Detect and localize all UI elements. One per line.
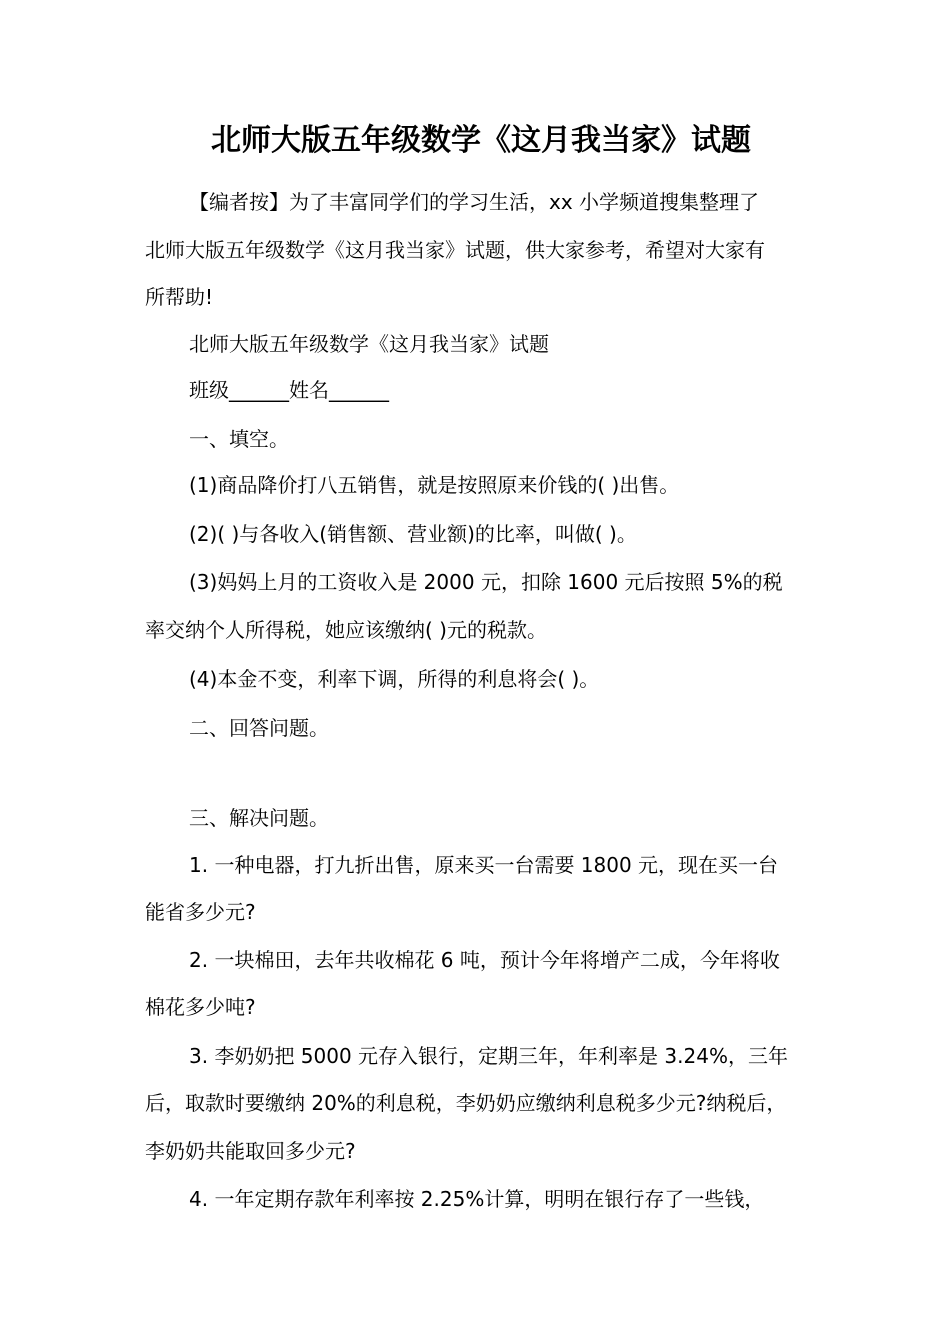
problem-1-line-2: 能省多少元? xyxy=(145,900,256,924)
problem-3-line-2: 后，取款时要缴纳 20%的利息税，李奶奶应缴纳利息税多少元?纳税后， xyxy=(145,1091,787,1115)
part-three-heading: 三、解决问题。 xyxy=(189,806,329,830)
part-two-heading: 二、回答问题。 xyxy=(189,716,329,740)
problem-2-line-2: 棉花多少吨? xyxy=(145,995,256,1019)
section-heading: 北师大版五年级数学《这月我当家》试题 xyxy=(189,332,549,356)
question-1-4: (4)本金不变，利率下调，所得的利息将会( )。 xyxy=(189,667,600,691)
class-name-blank: 班级______姓名______ xyxy=(189,378,389,402)
problem-3-line-3: 李奶奶共能取回多少元? xyxy=(145,1139,356,1163)
question-1-3-line-2: 率交纳个人所得税，她应该缴纳( )元的税款。 xyxy=(145,618,547,642)
question-1-2: (2)( )与各收入(销售额、营业额)的比率，叫做( )。 xyxy=(189,522,637,546)
problem-2-line-1: 2. 一块棉田，去年共收棉花 6 吨，预计今年将增产二成，今年将收 xyxy=(189,948,780,972)
editor-note-line-3: 所帮助! xyxy=(145,285,214,309)
document-title: 北师大版五年级数学《这月我当家》试题 xyxy=(211,123,751,158)
editor-note-line-1: 【编者按】为了丰富同学们的学习生活，xx 小学频道搜集整理了 xyxy=(189,190,760,214)
part-one-heading: 一、填空。 xyxy=(189,427,289,451)
question-1-3-line-1: (3)妈妈上月的工资收入是 2000 元，扣除 1600 元后按照 5%的税 xyxy=(189,570,783,594)
problem-3-line-1: 3. 李奶奶把 5000 元存入银行，定期三年，年利率是 3.24%，三年 xyxy=(189,1044,788,1068)
problem-4-line-1: 4. 一年定期存款年利率按 2.25%计算，明明在银行存了一些钱， xyxy=(189,1187,765,1211)
question-1-1: (1)商品降价打八五销售，就是按照原来价钱的( )出售。 xyxy=(189,473,680,497)
editor-note-line-2: 北师大版五年级数学《这月我当家》试题，供大家参考，希望对大家有 xyxy=(145,238,765,262)
problem-1-line-1: 1. 一种电器，打九折出售，原来买一台需要 1800 元，现在买一台 xyxy=(189,853,779,877)
